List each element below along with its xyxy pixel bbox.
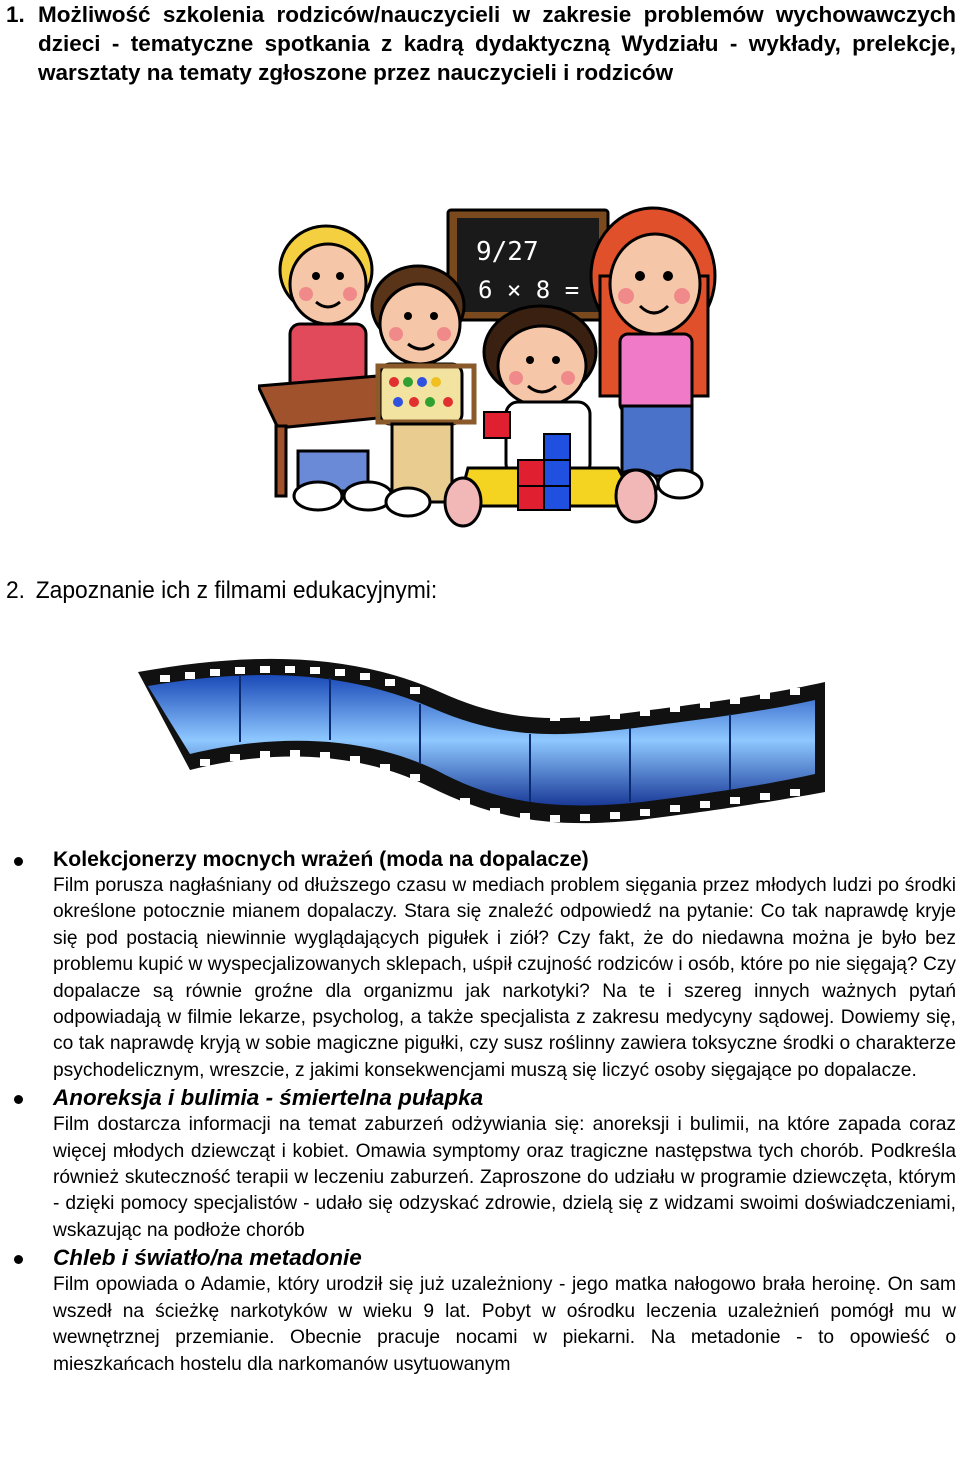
section-1-text: Możliwość szkolenia rodziców/nauczycieli w zakresie problemów wychowawczych dzieci - tematyczne spotkania z kadrą dydaktyczną Wydziału - wykłady, prelekcje, warsztaty na tematy zgłoszone przez nauczycieli i rodziców (38, 2, 956, 85)
section-2-title: Zapoznanie ich z filmami edukacyjnymi: (35, 577, 438, 604)
film-title: Anoreksja i bulimia - śmiertelna pułapka (53, 1085, 484, 1111)
bullet-icon (14, 857, 23, 866)
film-strip-icon (130, 652, 830, 827)
film-title: Kolekcjonerzy mocnych wrażeń (moda na dopalacze) (53, 848, 589, 871)
list-item (0, 846, 960, 1084)
film-title: Chleb i światło/na metadonie (53, 1245, 362, 1271)
film-description: Film porusza nagłaśniany od dłuższego czasu w mediach problem sięgania przez młodych ludzi po środki określone potocznie mianem dopalaczy. Stara się znaleźć odpowiedź na pytanie: Co tak naprawdę kryje się pod postacią niewinnie wyglądających pigułek i ziół? Czy fakt, że do niedawna można je było bez problemu kupić w wyspecjalizowanych sklepach, uśpił czujność rodziców i osób, które po nie sięgają? Czy dopalacze są równie groźne dla organizmu jak narkotyki? Na te i szereg innych ważnych pytań odpowiadają w filmie lekarze, psycholog, a także specjalista z zakresu medycyny sądowej. Dowiemy się, co tak naprawdę kryją w sobie magiczne pigułki, czy susz roślinny zawiera toksyczne środki o charakterze psychodelicznym, wreszcie, z jakimi konsekwencjami muszą się liczyć osoby sięgające po dopalacze. (53, 875, 956, 1081)
film-description: Film opowiada o Adamie, który urodził się już uzależniony - jego matka nałogowo brała heroinę. On sam wszedł na ścieżkę narkotyków w wieku 9 lat. Pobyt w ośrodku leczenia uzależnień pomógł mu w wewnętrznej przemianie. Obecnie pracuje nocami w piekarni. Na metadonie - to opowieść o mieszkańcach hostelu dla narkomanów usytuowanym (53, 1274, 956, 1375)
film-list (0, 846, 960, 1378)
chalkboard-line-1: 9/27 (476, 237, 539, 267)
children-learning-illustration (258, 206, 718, 542)
bullet-icon (14, 1255, 23, 1264)
section-1 (6, 0, 956, 87)
list-item (0, 1244, 960, 1378)
section-2-heading (6, 575, 437, 607)
section-2-number: 2. (6, 577, 26, 604)
bullet-icon (14, 1095, 23, 1104)
list-item (0, 1084, 960, 1244)
chalkboard-line-2: 6 × 8 = (478, 276, 580, 304)
section-1-number: 1. (6, 2, 25, 27)
film-description: Film dostarcza informacji na temat zaburzeń odżywiania się: anoreksji i bulimii, na które zapada coraz więcej młodych dziewcząt i kobiet. Omawia symptomy oraz tragiczne następstwa tych chorób. Podkreśla również skuteczność terapii w leczeniu zaburzeń. Zaproszone do udziału w programie dziewczęta, którym - dzięki pomocy specjalistów - udało się odzyskać zdrowie, dzielą się z widzami swoimi doświadczeniami, wskazując na podłoże chorób (53, 1114, 956, 1241)
